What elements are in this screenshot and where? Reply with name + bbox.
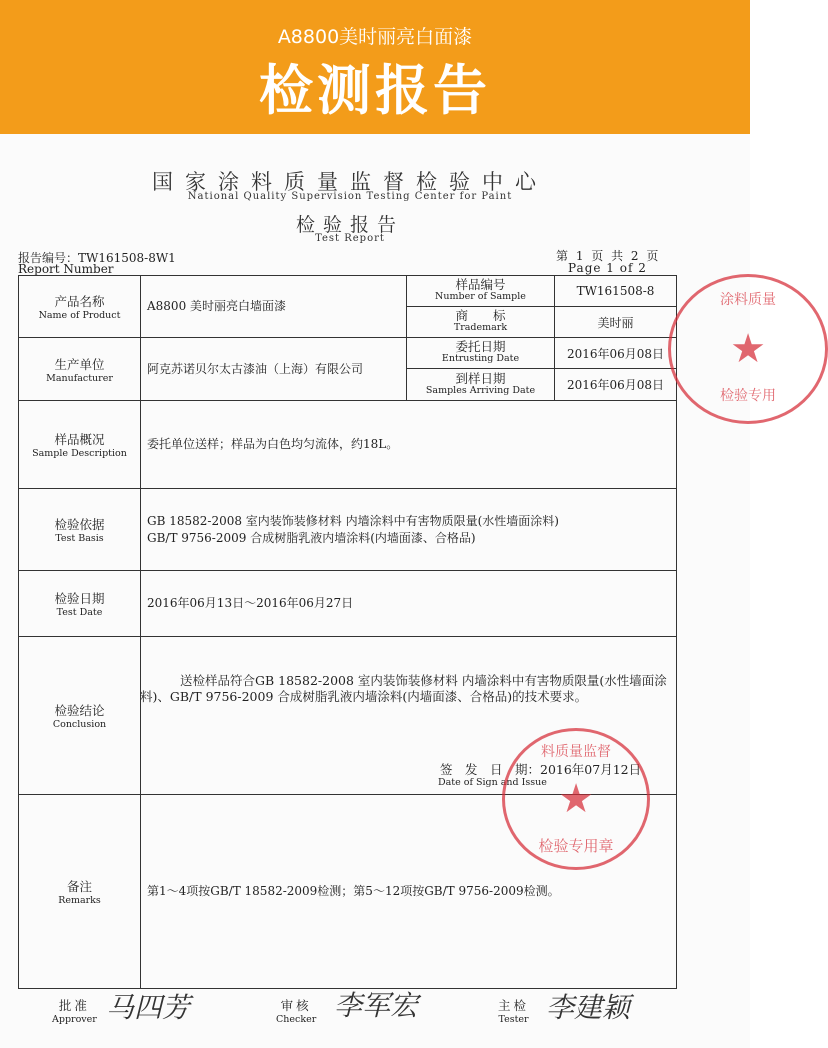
entrusting-date-value: 2016年06月08日 <box>555 338 677 369</box>
trademark-value: 美时丽 <box>555 307 677 338</box>
page-indicator-cn: 第 1 页 共 2 页 <box>556 249 661 263</box>
basis-line-1: GB 18582-2008 室内装饰装修材料 内墙涂料中有害物质限量(水性墙面涂料) <box>147 513 559 528</box>
description-value: 委托单位送样；样品为白色均匀流体，约18L。 <box>141 401 677 489</box>
table-row <box>19 276 677 307</box>
table-row <box>19 571 677 637</box>
org-name-en: National Quality Supervision Testing Center for Paint <box>187 191 513 202</box>
checker-signature: 李军宏 <box>334 989 419 1022</box>
report-number: 报告编号：TW161508-8W1 <box>18 251 176 265</box>
checker-label: 审核 Checker <box>276 998 317 1025</box>
report-number-label-en: Report Number <box>18 262 114 276</box>
basis-label: 检验依据 Test Basis <box>19 489 141 571</box>
tester-label: 主检 Tester <box>498 998 530 1025</box>
basis-value <box>141 489 677 571</box>
banner-title: 检测报告 <box>259 59 491 122</box>
tester-signature: 李建颖 <box>546 991 631 1024</box>
approver-signature: 马四芳 <box>106 991 191 1024</box>
arriving-date-label: 到样日期 Samples Arriving Date <box>407 369 555 401</box>
remarks-label: 备注 Remarks <box>19 795 141 989</box>
report-document <box>0 134 776 1048</box>
sample-number-value: TW161508-8 <box>555 276 677 307</box>
table-row <box>19 489 677 571</box>
header-banner <box>0 0 750 134</box>
conclusion-text: 送检样品符合GB 18582-2008 室内装饰装修材料 内墙涂料中有害物质限量(水性墙面涂料)、GB/T 9756-2009 合成树脂乳液内墙涂料(内墙面漆、合格品)的技术要求。 <box>140 673 667 704</box>
description-label: 样品概况 Sample Description <box>19 401 141 489</box>
sign-date-label-en: Date of Sign and Issue <box>438 777 547 788</box>
manufacturer-label: 生产单位 Manufacturer <box>19 338 141 401</box>
report-table <box>18 275 677 989</box>
approver-label: 批准 Approver <box>52 998 97 1025</box>
org-name-cn: 国家涂料质量监督检验中心 <box>152 170 548 194</box>
table-row <box>19 401 677 489</box>
sample-number-label: 样品编号 Number of Sample <box>407 276 555 307</box>
basis-line-2: GB/T 9756-2009 合成树脂乳液内墙涂料(内墙面漆、合格品) <box>147 530 476 545</box>
arriving-date-value: 2016年06月08日 <box>555 369 677 401</box>
table-row <box>19 338 677 369</box>
product-value: A8800 美时丽亮白墙面漆 <box>141 276 407 338</box>
top-seal-stamp: 涂料质量 ★ 检验专用 <box>668 274 828 424</box>
test-date-label: 检验日期 Test Date <box>19 571 141 637</box>
test-date-value: 2016年06月13日～2016年06月27日 <box>141 571 677 637</box>
page-indicator-en: Page 1 of 2 <box>568 261 647 275</box>
conclusion-label: 检验结论 Conclusion <box>19 637 141 795</box>
manufacturer-value: 阿克苏诺贝尔太古漆油（上海）有限公司 <box>141 338 407 401</box>
remarks-value: 第1～4项按GB/T 18582-2009检测；第5～12项按GB/T 9756-2009检测。 <box>141 795 677 989</box>
banner-subtitle: A8800美时丽亮白面漆 <box>277 26 473 48</box>
entrusting-date-label: 委托日期 Entrusting Date <box>407 338 555 369</box>
report-title-en: Test Report <box>315 233 385 244</box>
report-title-cn: 检验报告 <box>295 214 404 236</box>
sign-date: 签 发 日 期：2016年07月12日 <box>440 762 642 777</box>
trademark-label: 商 标 Trademark <box>407 307 555 338</box>
star-icon: ★ <box>730 326 766 372</box>
bottom-seal-stamp: 料质量监督 ★ 检验专用章 <box>502 728 650 870</box>
star-icon: ★ <box>558 776 594 822</box>
product-label: 产品名称 Name of Product <box>19 276 141 338</box>
